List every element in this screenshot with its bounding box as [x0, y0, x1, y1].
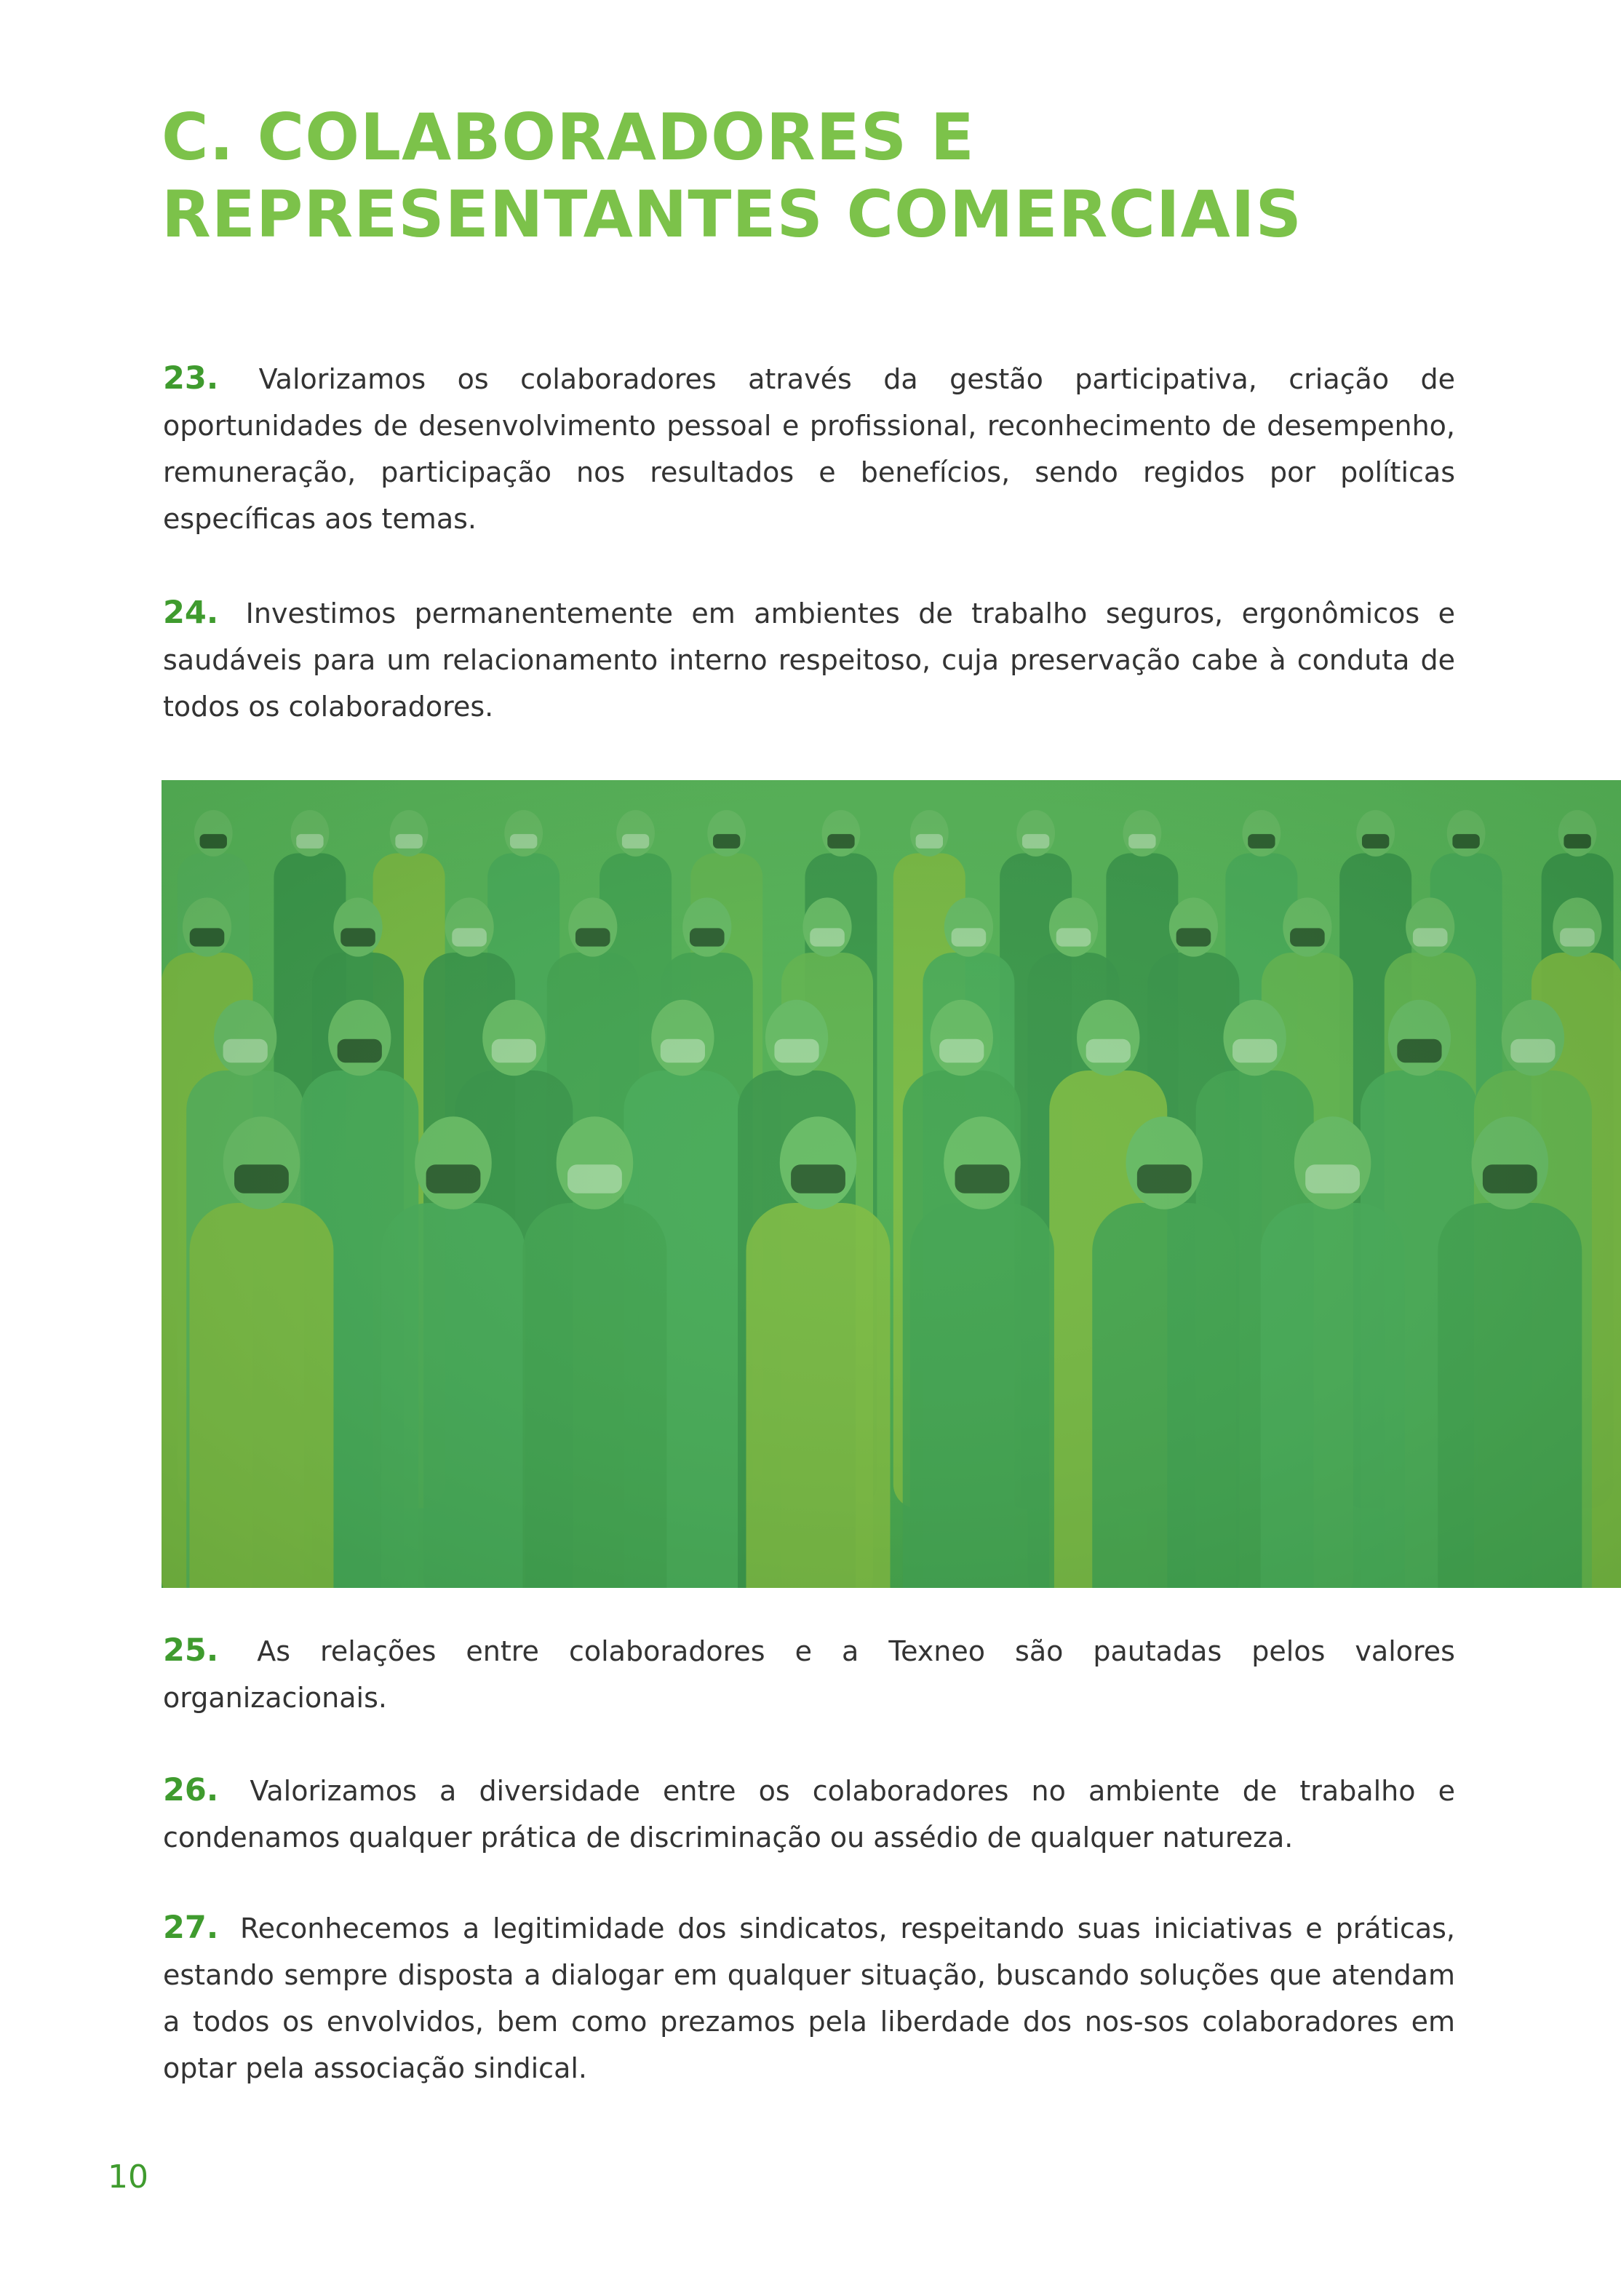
paragraph-25: [163, 1627, 1455, 1721]
section-title-line-2: REPRESENTANTES COMERCIAIS: [162, 177, 1302, 252]
paragraph-number: 26.: [163, 1772, 219, 1808]
paragraph-23: [163, 355, 1455, 542]
paragraph-text: As relações entre colaboradores e a Texneo são pautadas pelos valores organizacionais.: [163, 1635, 1455, 1714]
paragraph-26: [163, 1767, 1455, 1861]
paragraph-text: Investimos permanentemente em ambientes de trabalho seguros, ergonômicos e saudáveis para um relacionamento interno respeitoso, cuja preservação cabe à conduta de todos os colaboradores.: [163, 597, 1455, 723]
paragraph-number: 25.: [163, 1632, 219, 1669]
paragraph-number: 27.: [163, 1910, 219, 1946]
paragraph-text: Valorizamos os colaboradores através da gestão participativa, criação de oportunidades de desenvolvimento pessoal e profissional, reconhecimento de desempenho, remuneração, participação nos resultados e benefícios, sendo regidos por políticas específicas aos temas.: [163, 363, 1455, 535]
paragraph-24: [163, 589, 1455, 730]
paragraph-text: Reconhecemos a legitimidade dos sindicatos, respeitando suas iniciativas e práticas, estando sempre disposta a dialogar em qualquer situação, buscando soluções que atendam a todos os envolvidos, bem como prezamos pela liberdade dos nos-sos colaboradores em optar pela associação sindical.: [163, 1912, 1455, 2084]
paragraph-27: [163, 1904, 1455, 2092]
paragraph-number: 23.: [163, 360, 219, 397]
paragraph-number: 24.: [163, 595, 219, 631]
team-group-photo: [162, 780, 1621, 1588]
section-title: [162, 99, 1544, 253]
section-title-line-1: C. COLABORADORES E: [162, 100, 975, 175]
page-number: 10: [108, 2158, 148, 2196]
paragraph-text: Valorizamos a diversidade entre os colaboradores no ambiente de trabalho e condenamos qualquer prática de discriminação ou assédio de qualquer natureza.: [163, 1775, 1455, 1854]
